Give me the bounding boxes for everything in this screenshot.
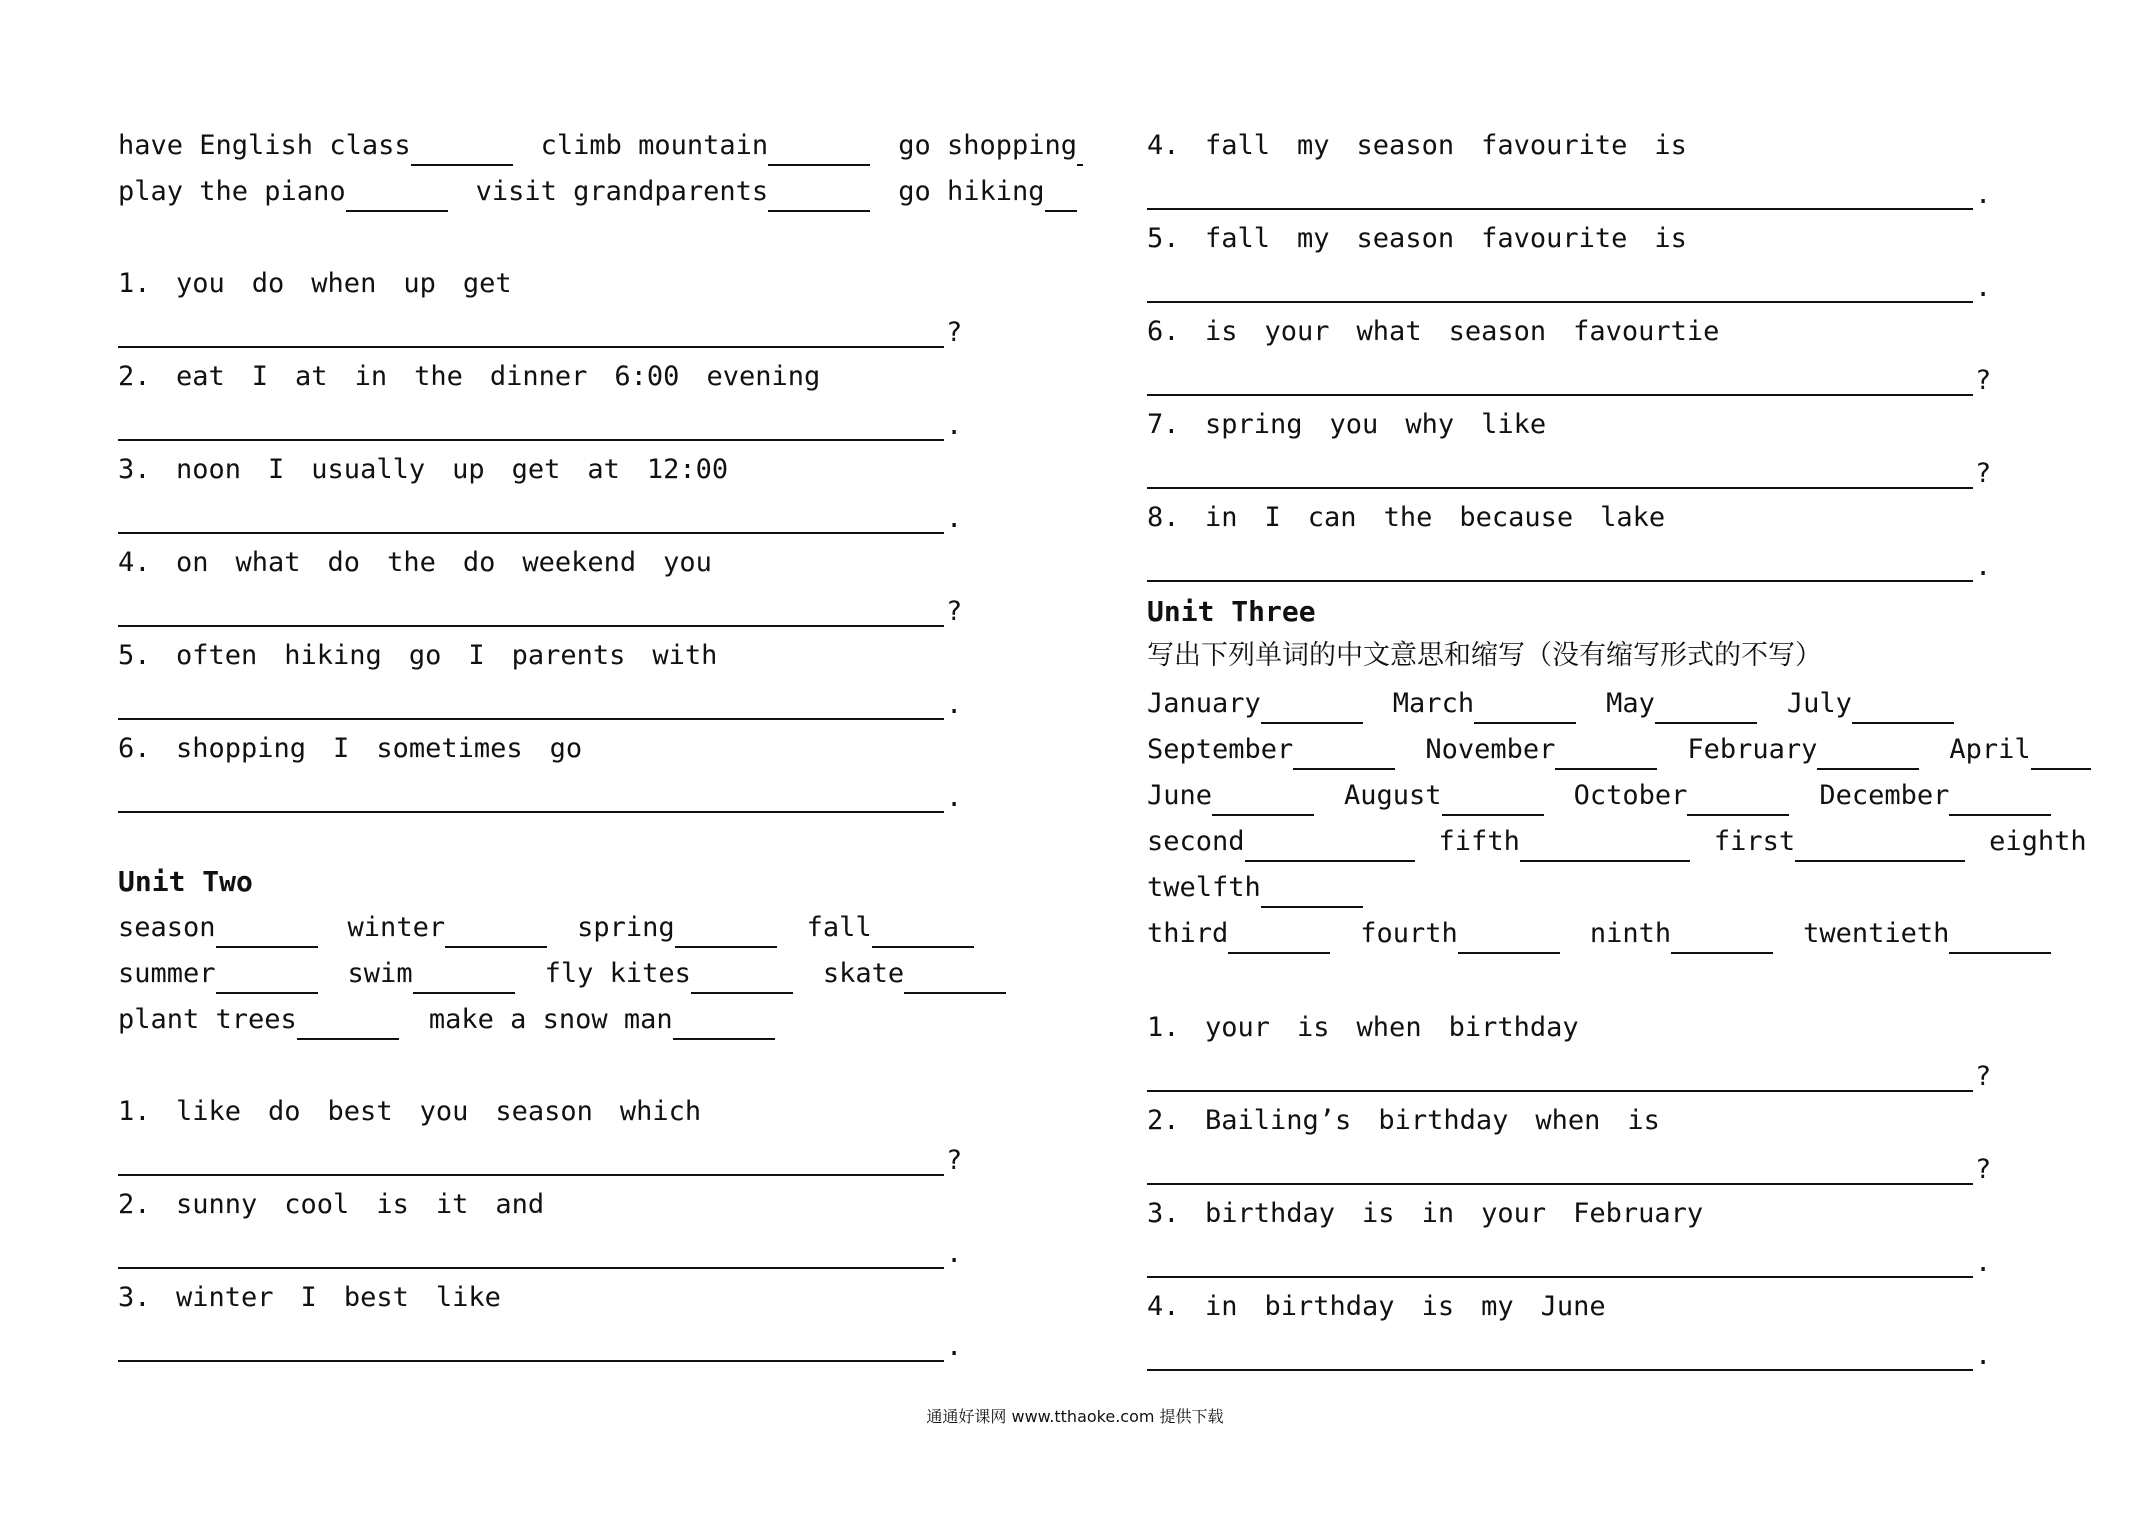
answer-blank bbox=[768, 138, 870, 166]
answer-blank bbox=[1458, 926, 1560, 954]
answer-blank bbox=[1655, 696, 1757, 724]
scrambled-word: favourtie bbox=[1573, 316, 1720, 347]
answer-blank bbox=[1077, 138, 1083, 166]
answer-blank bbox=[1817, 742, 1919, 770]
scrambled-word: the bbox=[1383, 502, 1433, 533]
vocab-term: November bbox=[1425, 734, 1556, 765]
answer-blank bbox=[1520, 834, 1690, 862]
scrambled-word: like bbox=[435, 1282, 501, 1313]
vocab-term: twelfth bbox=[1147, 872, 1261, 903]
question-number: 2. bbox=[1147, 1105, 1180, 1136]
answer-line bbox=[118, 1237, 962, 1277]
text-line bbox=[1147, 219, 1714, 259]
vocab-term: March bbox=[1392, 688, 1475, 719]
question-number: 8. bbox=[1147, 502, 1180, 533]
vocab-term: October bbox=[1573, 780, 1688, 811]
scrambled-word: fall bbox=[1205, 223, 1271, 254]
scrambled-word: I bbox=[1264, 502, 1281, 533]
vocab-term: swim bbox=[347, 958, 413, 989]
text-line bbox=[1147, 498, 1692, 538]
answer-blank bbox=[1228, 926, 1330, 954]
answer-rule bbox=[1147, 271, 1973, 303]
text-line bbox=[1147, 868, 1363, 908]
answer-rule bbox=[1147, 364, 1973, 396]
text-line bbox=[118, 729, 609, 769]
scrambled-word: I bbox=[468, 640, 485, 671]
question-number: 5. bbox=[1147, 223, 1180, 254]
text-line bbox=[118, 450, 755, 490]
scrambled-word: why bbox=[1405, 409, 1455, 440]
answer-blank bbox=[1949, 926, 2051, 954]
vocab-term: visit grandparents bbox=[475, 176, 769, 207]
page-footer: 通通好课网 www.tthaoke.com 提供下载 bbox=[926, 1407, 1224, 1426]
text-line bbox=[118, 1185, 571, 1225]
text-line bbox=[1147, 312, 1746, 352]
end-punctuation: ? bbox=[946, 317, 963, 348]
answer-rule bbox=[1147, 457, 1973, 489]
text-line bbox=[118, 1092, 728, 1132]
scrambled-word: 12:00 bbox=[646, 454, 729, 485]
scrambled-word: often bbox=[176, 640, 258, 671]
answer-rule bbox=[118, 1144, 944, 1176]
answer-blank bbox=[872, 920, 974, 948]
text-line bbox=[118, 126, 1083, 166]
vocab-term: make a snow man bbox=[428, 1004, 673, 1035]
text-line bbox=[1147, 126, 1714, 166]
scrambled-word: do bbox=[327, 547, 361, 578]
answer-line bbox=[1147, 1060, 1991, 1100]
answer-blank bbox=[768, 184, 870, 212]
scrambled-word: get bbox=[511, 454, 561, 485]
end-punctuation: . bbox=[1975, 551, 1992, 582]
answer-blank bbox=[1245, 834, 1415, 862]
answer-line bbox=[118, 1330, 962, 1370]
scrambled-word: hiking bbox=[284, 640, 382, 671]
scrambled-word: is bbox=[1362, 1198, 1395, 1229]
answer-blank bbox=[1261, 696, 1363, 724]
scrambled-word: can bbox=[1307, 502, 1357, 533]
vocab-term: winter bbox=[347, 912, 446, 943]
answer-blank bbox=[1293, 742, 1395, 770]
scrambled-word: fall bbox=[1205, 130, 1271, 161]
scrambled-word: it bbox=[435, 1189, 469, 1220]
scrambled-word: birthday bbox=[1205, 1198, 1336, 1229]
scrambled-word: I bbox=[300, 1282, 317, 1313]
vocab-term: August bbox=[1344, 780, 1442, 811]
scrambled-word: weekend bbox=[522, 547, 637, 578]
vocab-term: July bbox=[1786, 688, 1852, 719]
scrambled-word: sometimes bbox=[376, 733, 523, 764]
answer-blank bbox=[216, 966, 318, 994]
scrambled-word: in bbox=[354, 361, 388, 392]
answer-line bbox=[1147, 178, 1991, 218]
scrambled-word: June bbox=[1540, 1291, 1606, 1322]
text-line bbox=[1147, 1287, 1633, 1327]
scrambled-word: winter bbox=[176, 1282, 274, 1313]
scrambled-word: when bbox=[1356, 1012, 1422, 1043]
end-punctuation: . bbox=[1975, 1247, 1992, 1278]
vocab-term: February bbox=[1687, 734, 1818, 765]
left-column bbox=[118, 0, 1118, 1400]
question-number: 2. bbox=[118, 361, 151, 392]
vocab-term: January bbox=[1147, 688, 1261, 719]
scrambled-word: best bbox=[327, 1096, 393, 1127]
answer-blank bbox=[1687, 788, 1789, 816]
answer-line bbox=[1147, 1246, 1991, 1286]
scrambled-word: lake bbox=[1600, 502, 1666, 533]
vocab-term: April bbox=[1949, 734, 2031, 765]
answer-line bbox=[118, 409, 962, 449]
answer-rule bbox=[118, 781, 944, 813]
question-number: 3. bbox=[118, 1282, 151, 1313]
answer-rule bbox=[1147, 550, 1973, 582]
vocab-term: spring bbox=[577, 912, 675, 943]
text-line bbox=[1147, 592, 1316, 633]
answer-rule bbox=[118, 688, 944, 720]
answer-rule bbox=[118, 409, 944, 441]
scrambled-word: you bbox=[176, 268, 225, 299]
scrambled-word: your bbox=[1264, 316, 1330, 347]
scrambled-word: at bbox=[295, 361, 328, 392]
end-punctuation: ? bbox=[1975, 1061, 1992, 1092]
scrambled-word: favourite bbox=[1481, 223, 1628, 254]
end-punctuation: . bbox=[1975, 1340, 1992, 1371]
answer-blank bbox=[2031, 742, 2091, 770]
end-punctuation: . bbox=[946, 689, 963, 720]
scrambled-word: like bbox=[1481, 409, 1547, 440]
answer-line bbox=[1147, 1153, 1991, 1193]
scrambled-word: Bailing’s bbox=[1205, 1105, 1352, 1136]
scrambled-word: favourite bbox=[1481, 130, 1628, 161]
answer-blank bbox=[673, 1012, 775, 1040]
scrambled-word: your bbox=[1205, 1012, 1271, 1043]
scrambled-word: do bbox=[268, 1096, 301, 1127]
vocab-term: play the piano bbox=[118, 176, 346, 207]
text-line bbox=[118, 264, 539, 304]
end-punctuation: . bbox=[1975, 272, 1992, 303]
question-number: 4. bbox=[118, 547, 151, 578]
scrambled-word: and bbox=[495, 1189, 545, 1220]
question-number: 4. bbox=[1147, 130, 1180, 161]
text-line bbox=[1147, 1008, 1606, 1048]
vocab-term: fall bbox=[806, 912, 872, 943]
scrambled-word: spring bbox=[1205, 409, 1303, 440]
scrambled-word: is bbox=[1654, 223, 1687, 254]
scrambled-word: eat bbox=[176, 361, 225, 392]
question-number: 2. bbox=[118, 1189, 151, 1220]
text-line bbox=[1147, 730, 2091, 770]
scrambled-word: my bbox=[1297, 130, 1330, 161]
end-punctuation: . bbox=[1975, 179, 1992, 210]
scrambled-word: season bbox=[1448, 316, 1547, 347]
end-punctuation: ? bbox=[946, 1145, 963, 1176]
scrambled-word: birthday bbox=[1378, 1105, 1509, 1136]
scrambled-word: do bbox=[251, 268, 285, 299]
answer-rule bbox=[1147, 1060, 1973, 1092]
instruction-text: 写出下列单词的中文意思和缩写（没有缩写形式的不写） bbox=[1147, 640, 1822, 671]
vocab-term: have English class bbox=[118, 130, 411, 161]
unit-heading: Unit Three bbox=[1147, 595, 1316, 628]
answer-blank bbox=[1045, 184, 1077, 212]
scrambled-word: is bbox=[1297, 1012, 1330, 1043]
text-line bbox=[118, 172, 1077, 212]
scrambled-word: my bbox=[1297, 223, 1330, 254]
scrambled-word: when bbox=[311, 268, 377, 299]
end-punctuation: ? bbox=[1975, 458, 1992, 489]
scrambled-word: the bbox=[387, 547, 436, 578]
answer-rule bbox=[118, 595, 944, 627]
scrambled-word: you bbox=[663, 547, 712, 578]
answer-blank bbox=[297, 1012, 399, 1040]
scrambled-word: best bbox=[343, 1282, 409, 1313]
scrambled-word: do bbox=[462, 547, 496, 578]
text-line bbox=[118, 1000, 775, 1040]
answer-rule bbox=[118, 502, 944, 534]
scrambled-word: my bbox=[1481, 1291, 1514, 1322]
answer-blank bbox=[1852, 696, 1954, 724]
text-line bbox=[1147, 636, 1822, 676]
scrambled-word: like bbox=[176, 1096, 242, 1127]
scrambled-word: shopping bbox=[176, 733, 307, 764]
vocab-term: December bbox=[1819, 780, 1950, 811]
scrambled-word: parents bbox=[511, 640, 626, 671]
answer-rule bbox=[1147, 178, 1973, 210]
scrambled-word: season bbox=[495, 1096, 593, 1127]
answer-line bbox=[118, 1144, 962, 1184]
answer-blank bbox=[445, 920, 547, 948]
answer-blank bbox=[691, 966, 793, 994]
scrambled-word: is bbox=[1627, 1105, 1660, 1136]
scrambled-word: the bbox=[414, 361, 463, 392]
answer-rule bbox=[118, 1237, 944, 1269]
question-number: 6. bbox=[1147, 316, 1180, 347]
answer-line bbox=[1147, 457, 1991, 497]
answer-blank bbox=[1442, 788, 1544, 816]
question-number: 6. bbox=[118, 733, 151, 764]
answer-rule bbox=[1147, 1153, 1973, 1185]
answer-line bbox=[1147, 271, 1991, 311]
vocab-term: skate bbox=[822, 958, 905, 989]
vocab-term: first bbox=[1713, 826, 1796, 857]
text-line bbox=[1147, 1101, 1687, 1141]
answer-line bbox=[1147, 550, 1991, 590]
vocab-term: season bbox=[118, 912, 216, 943]
scrambled-word: is bbox=[1421, 1291, 1455, 1322]
answer-blank bbox=[411, 138, 513, 166]
vocab-term: September bbox=[1147, 734, 1294, 765]
scrambled-word: birthday bbox=[1264, 1291, 1395, 1322]
text-line bbox=[1147, 822, 2087, 862]
text-line bbox=[1147, 684, 1954, 724]
scrambled-word: 6:00 bbox=[614, 361, 680, 392]
right-column bbox=[1147, 0, 2147, 1400]
scrambled-word: evening bbox=[706, 361, 821, 392]
answer-blank bbox=[904, 966, 1006, 994]
answer-blank bbox=[675, 920, 777, 948]
question-number: 7. bbox=[1147, 409, 1180, 440]
unit-heading: Unit Two bbox=[118, 865, 253, 898]
answer-rule bbox=[1147, 1339, 1973, 1371]
scrambled-word: usually bbox=[311, 454, 426, 485]
text-line bbox=[1147, 776, 2051, 816]
scrambled-word: get bbox=[462, 268, 512, 299]
text-line bbox=[118, 636, 744, 676]
answer-blank bbox=[1671, 926, 1773, 954]
scrambled-word: your bbox=[1481, 1198, 1547, 1229]
question-number: 1. bbox=[118, 1096, 151, 1127]
vocab-term: plant trees bbox=[118, 1004, 297, 1035]
answer-blank bbox=[216, 920, 318, 948]
question-number: 1. bbox=[118, 268, 151, 299]
text-line bbox=[118, 862, 253, 903]
vocab-term: climb mountain bbox=[540, 130, 769, 161]
text-line bbox=[118, 1278, 528, 1318]
answer-rule bbox=[118, 316, 944, 348]
scrambled-word: go bbox=[549, 733, 583, 764]
answer-line bbox=[118, 595, 962, 635]
scrambled-word: when bbox=[1535, 1105, 1601, 1136]
question-number: 5. bbox=[118, 640, 151, 671]
vocab-term: fifth bbox=[1438, 826, 1520, 857]
scrambled-word: season bbox=[1356, 223, 1455, 254]
scrambled-word: you bbox=[419, 1096, 469, 1127]
text-line bbox=[118, 908, 974, 948]
vocab-term: go shopping bbox=[898, 130, 1077, 161]
text-line bbox=[1147, 405, 1573, 445]
text-line bbox=[1147, 914, 2051, 954]
end-punctuation: ? bbox=[1975, 365, 1992, 396]
scrambled-word: season bbox=[1356, 130, 1455, 161]
text-line bbox=[118, 357, 847, 397]
scrambled-word: which bbox=[619, 1096, 702, 1127]
scrambled-word: I bbox=[333, 733, 350, 764]
end-punctuation: ? bbox=[1975, 1154, 1992, 1185]
answer-rule bbox=[118, 1330, 944, 1362]
answer-blank bbox=[1555, 742, 1657, 770]
question-number: 1. bbox=[1147, 1012, 1180, 1043]
scrambled-word: because bbox=[1459, 502, 1574, 533]
question-number: 3. bbox=[1147, 1198, 1180, 1229]
answer-line bbox=[118, 688, 962, 728]
vocab-term: summer bbox=[118, 958, 216, 989]
vocab-term: eighth bbox=[1989, 826, 2087, 857]
answer-blank bbox=[1795, 834, 1965, 862]
vocab-term: twentieth bbox=[1803, 918, 1950, 949]
text-line bbox=[1147, 1194, 1730, 1234]
scrambled-word: is bbox=[376, 1189, 409, 1220]
answer-line bbox=[1147, 364, 1991, 404]
scrambled-word: on bbox=[176, 547, 209, 578]
answer-rule bbox=[1147, 1246, 1973, 1278]
end-punctuation: ? bbox=[946, 596, 963, 627]
question-number: 3. bbox=[118, 454, 151, 485]
scrambled-word: I bbox=[268, 454, 285, 485]
vocab-term: fly kites bbox=[544, 958, 691, 989]
scrambled-word: in bbox=[1205, 1291, 1238, 1322]
end-punctuation: . bbox=[946, 782, 963, 813]
scrambled-word: birthday bbox=[1448, 1012, 1579, 1043]
scrambled-word: up bbox=[452, 454, 485, 485]
vocab-term: second bbox=[1147, 826, 1245, 857]
vocab-term: ninth bbox=[1589, 918, 1672, 949]
scrambled-word: I bbox=[251, 361, 269, 392]
end-punctuation: . bbox=[946, 503, 963, 534]
vocab-term: fourth bbox=[1360, 918, 1458, 949]
scrambled-word: at bbox=[587, 454, 620, 485]
answer-blank bbox=[346, 184, 448, 212]
vocab-term: May bbox=[1606, 688, 1655, 719]
vocab-term: third bbox=[1147, 918, 1229, 949]
scrambled-word: what bbox=[1356, 316, 1422, 347]
answer-blank bbox=[1212, 788, 1314, 816]
scrambled-word: you bbox=[1329, 409, 1379, 440]
scrambled-word: is bbox=[1205, 316, 1238, 347]
text-line bbox=[118, 954, 1006, 994]
scrambled-word: cool bbox=[284, 1189, 350, 1220]
answer-blank bbox=[413, 966, 515, 994]
scrambled-word: noon bbox=[176, 454, 242, 485]
end-punctuation: . bbox=[946, 410, 963, 441]
scrambled-word: in bbox=[1205, 502, 1238, 533]
scrambled-word: with bbox=[652, 640, 718, 671]
end-punctuation: . bbox=[946, 1238, 963, 1269]
text-line bbox=[118, 543, 739, 583]
scrambled-word: dinner bbox=[489, 361, 588, 392]
scrambled-word: what bbox=[235, 547, 301, 578]
answer-line bbox=[118, 502, 962, 542]
vocab-term: go hiking bbox=[898, 176, 1045, 207]
question-number: 4. bbox=[1147, 1291, 1180, 1322]
answer-blank bbox=[1474, 696, 1576, 724]
scrambled-word: is bbox=[1654, 130, 1687, 161]
scrambled-word: sunny bbox=[176, 1189, 258, 1220]
scrambled-word: up bbox=[403, 268, 436, 299]
end-punctuation: . bbox=[946, 1331, 963, 1362]
scrambled-word: go bbox=[408, 640, 442, 671]
answer-line bbox=[118, 316, 962, 356]
answer-blank bbox=[1949, 788, 2051, 816]
answer-line bbox=[118, 781, 962, 821]
vocab-term: June bbox=[1147, 780, 1213, 811]
answer-line bbox=[1147, 1339, 1991, 1379]
answer-blank bbox=[1261, 880, 1363, 908]
scrambled-word: February bbox=[1573, 1198, 1704, 1229]
scrambled-word: in bbox=[1421, 1198, 1455, 1229]
